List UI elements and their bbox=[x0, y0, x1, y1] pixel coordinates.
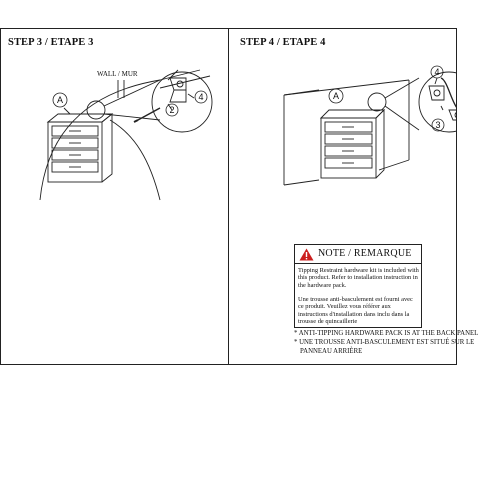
step4-title: STEP 4 / ETAPE 4 bbox=[240, 37, 326, 48]
callout-2: 2 bbox=[169, 105, 175, 115]
footnote-fr: * UNE TROUSSE ANTI-BASCULEMENT EST SITUÉ SUR LE bbox=[294, 339, 475, 346]
zoom-source-circle bbox=[87, 101, 105, 119]
note-header bbox=[295, 245, 421, 264]
dresser bbox=[48, 114, 112, 182]
callout-a: A bbox=[56, 95, 64, 105]
note-text-en: Tipping Restraint hardware kit is included with this product. Refer to installation instruction in the hardware pack. bbox=[298, 267, 419, 289]
callout-4: 4 bbox=[434, 67, 440, 77]
zoom-source-circle bbox=[368, 93, 386, 111]
wall-label: WALL / MUR bbox=[97, 70, 138, 78]
warning-icon bbox=[299, 248, 314, 261]
note-title: NOTE / REMARQUE bbox=[318, 248, 412, 259]
footnote-fr-continued: PANNEAU ARRIÈRE bbox=[300, 348, 363, 355]
step3-illustration bbox=[0, 50, 228, 210]
bracket-detail bbox=[170, 78, 186, 102]
footnote-en: * ANTI-TIPPING HARDWARE PACK IS AT THE BACK PANEL bbox=[294, 330, 479, 337]
wall-edge-right bbox=[110, 120, 160, 200]
dresser bbox=[321, 110, 384, 178]
step3-title: STEP 3 / ETAPE 3 bbox=[8, 37, 94, 48]
callout-3: 3 bbox=[435, 120, 441, 130]
note-text-fr: Une trousse anti-basculement est fourni avec ce produit. Veuillez vous référer aux instructions d'installation dans inclu dans la trousse de quincaillerie bbox=[298, 296, 413, 326]
bracket-detail bbox=[429, 78, 457, 120]
callout-a: A bbox=[332, 91, 340, 101]
callout-4: 4 bbox=[198, 92, 204, 102]
note-box bbox=[294, 244, 422, 328]
step4-illustration bbox=[229, 50, 457, 200]
